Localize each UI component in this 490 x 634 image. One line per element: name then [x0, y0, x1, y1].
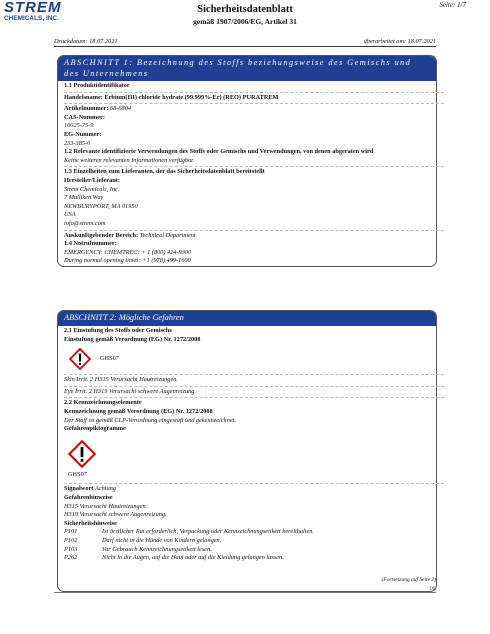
precautionary-table [64, 528, 444, 562]
date-row [54, 38, 436, 45]
info-row [64, 232, 444, 241]
print-date: Druckdatum: 18.07.2021 [54, 38, 118, 45]
s1-3-heading: 1.3 Einzelheiten zum Lieferanten, der das Sicherheitsdatenblatt bereitstellt [64, 168, 265, 176]
article-label: Artikelnummer: [64, 105, 110, 113]
trade-name-label: Handelsname: [64, 93, 105, 101]
trade-name-row [64, 94, 444, 103]
s2-2-subheading: Kennzeichnung gemäß Verordnung (EG) Nr. 1272/2008 [64, 407, 213, 415]
eg-label: EG-Nummer: [64, 130, 102, 138]
article-row [64, 105, 444, 114]
cas-value: 10025-75-9 [64, 122, 94, 130]
hazard-statement: H319 Verursacht schwere Augenreizung. [64, 511, 167, 519]
p-code: P103 [64, 545, 78, 553]
s2-1-heading: 2.1 Einstufung des Stoffs oder Gemischs [64, 327, 172, 334]
divider [64, 397, 444, 398]
supplier-line: NEWBURYPORT, MA 01950 [64, 202, 138, 210]
supplier-email: info@strem.com [64, 219, 106, 227]
signal-word-label: Signalwort [64, 485, 95, 493]
info-label: Auskunftgebender Bereich: [64, 231, 140, 239]
pictogram-label: Gefahrenpiktogramme [64, 425, 126, 433]
section-2-heading: ABSCHNITT 2: Mögliche Gefahren [58, 311, 436, 326]
p-code: P262 [64, 554, 78, 562]
signal-word-value: Achtung [94, 485, 116, 493]
ghs07-exclamation-icon [69, 348, 91, 370]
trade-name-value: Erbium(III) chloride hydrate (99.999%-Er) (REO) PURATREM [104, 93, 279, 101]
signal-word-row [64, 485, 444, 494]
document-title: Sicherheitsdatenblatt [197, 4, 293, 15]
supplier-line: Strem Chemicals, Inc. [64, 185, 120, 193]
hazard-classification: Skin Irrit. 2 H315 Verursacht Hautreizungen. [64, 376, 178, 384]
hazard-statements-label: Gefahrenhinweise [64, 493, 113, 501]
divider [64, 92, 444, 93]
emergency-line: EMERGENCY: CHEMTREC: + 1 (800) 424-9300 [64, 248, 192, 256]
s2-2-text: Der Stoff ist gemäß CLP-Verordnung eingestuft und gekennzeichnet. [64, 416, 236, 424]
section-2-content [64, 327, 444, 563]
s1-2-text: Keine weiteren relevanten Informationen verfügbar. [64, 156, 195, 164]
s2-2-heading: 2.2 Kennzeichnungselemente [64, 399, 142, 407]
language-code: DE [429, 587, 436, 592]
info-value: Technical Department [139, 231, 196, 239]
logo-subtitle: CHEMICALS, INC. [4, 15, 60, 22]
p-text: Ist ärztlicher Rat erforderlich, Verpackung oder Kennzeichnungsetikett bereithalten. [102, 528, 315, 536]
divider [64, 103, 444, 104]
precautionary-statements-label: Sicherheitshinweise [64, 519, 117, 527]
divider [64, 230, 444, 231]
ghs-pictogram-large [68, 440, 96, 480]
emergency-line: During normal opening times: +1 (978) 499-1600 [64, 257, 191, 265]
ghs-code: GHS07 [68, 470, 87, 478]
p-text: Vor Gebrauch Kennzeichnungsetikett lesen. [102, 545, 212, 553]
cas-label: CAS-Nummer: [64, 113, 105, 121]
p-code: P102 [64, 536, 78, 544]
eg-value: 233-385-0 [64, 139, 91, 147]
article-value: 68-6804 [110, 105, 131, 113]
footer-divider [54, 592, 436, 593]
section-1-heading: ABSCHNITT 1: Bezeichnung des Stoffs beziehungsweise des Gemischs und des Unternehmens [58, 56, 436, 81]
p-text: Nicht in die Augen, auf die Haut oder auf die Kleidung gelangen lassen. [102, 554, 284, 562]
document-subtitle: gemäß 1907/2006/EG, Artikel 31 [193, 17, 297, 26]
s1-2-heading: 1.2 Relevante identifizierte Verwendungen des Stoffs oder Gemischs und Verwendungen, von denen abgeraten wird [64, 148, 374, 156]
divider [64, 166, 444, 167]
hazard-classification: Eye Irrit. 2 H319 Verursacht schwere Augenreizung. [64, 387, 196, 395]
p-text: Darf nicht in die Hände von Kindern gelangen. [102, 536, 222, 544]
supplier-label: Hersteller/Lieferant: [64, 176, 120, 184]
divider [64, 483, 444, 484]
divider [64, 386, 444, 387]
ghs-pictogram-row [64, 348, 444, 370]
p-code: P101 [64, 528, 78, 536]
divider [64, 374, 444, 375]
ghs07-exclamation-icon [68, 440, 96, 468]
header-divider [54, 46, 436, 47]
s2-1-subheading: Einstufung gemäß Verordnung (EG) Nr. 1272/2008 [64, 335, 201, 343]
logo-text: STREM [4, 0, 62, 16]
supplier-line: USA [64, 211, 76, 219]
s1-1-heading: 1.1 Produktidentifikator [64, 82, 130, 89]
revision-date: überarbeitet am: 18.07.2021 [363, 38, 436, 45]
page-number: Seite: 1/7 [439, 1, 466, 9]
section-1-content [64, 82, 444, 266]
supplier-line: 7 Mulliken Way [64, 194, 104, 202]
s1-4-heading: 1.4 Notrufnummer: [64, 240, 117, 248]
hazard-statement: H315 Verursacht Hautreizungen. [64, 502, 148, 510]
ghs-code: GHS07 [100, 354, 119, 362]
continuation-note: (Fortsetzung auf Seite 2) [381, 577, 436, 583]
